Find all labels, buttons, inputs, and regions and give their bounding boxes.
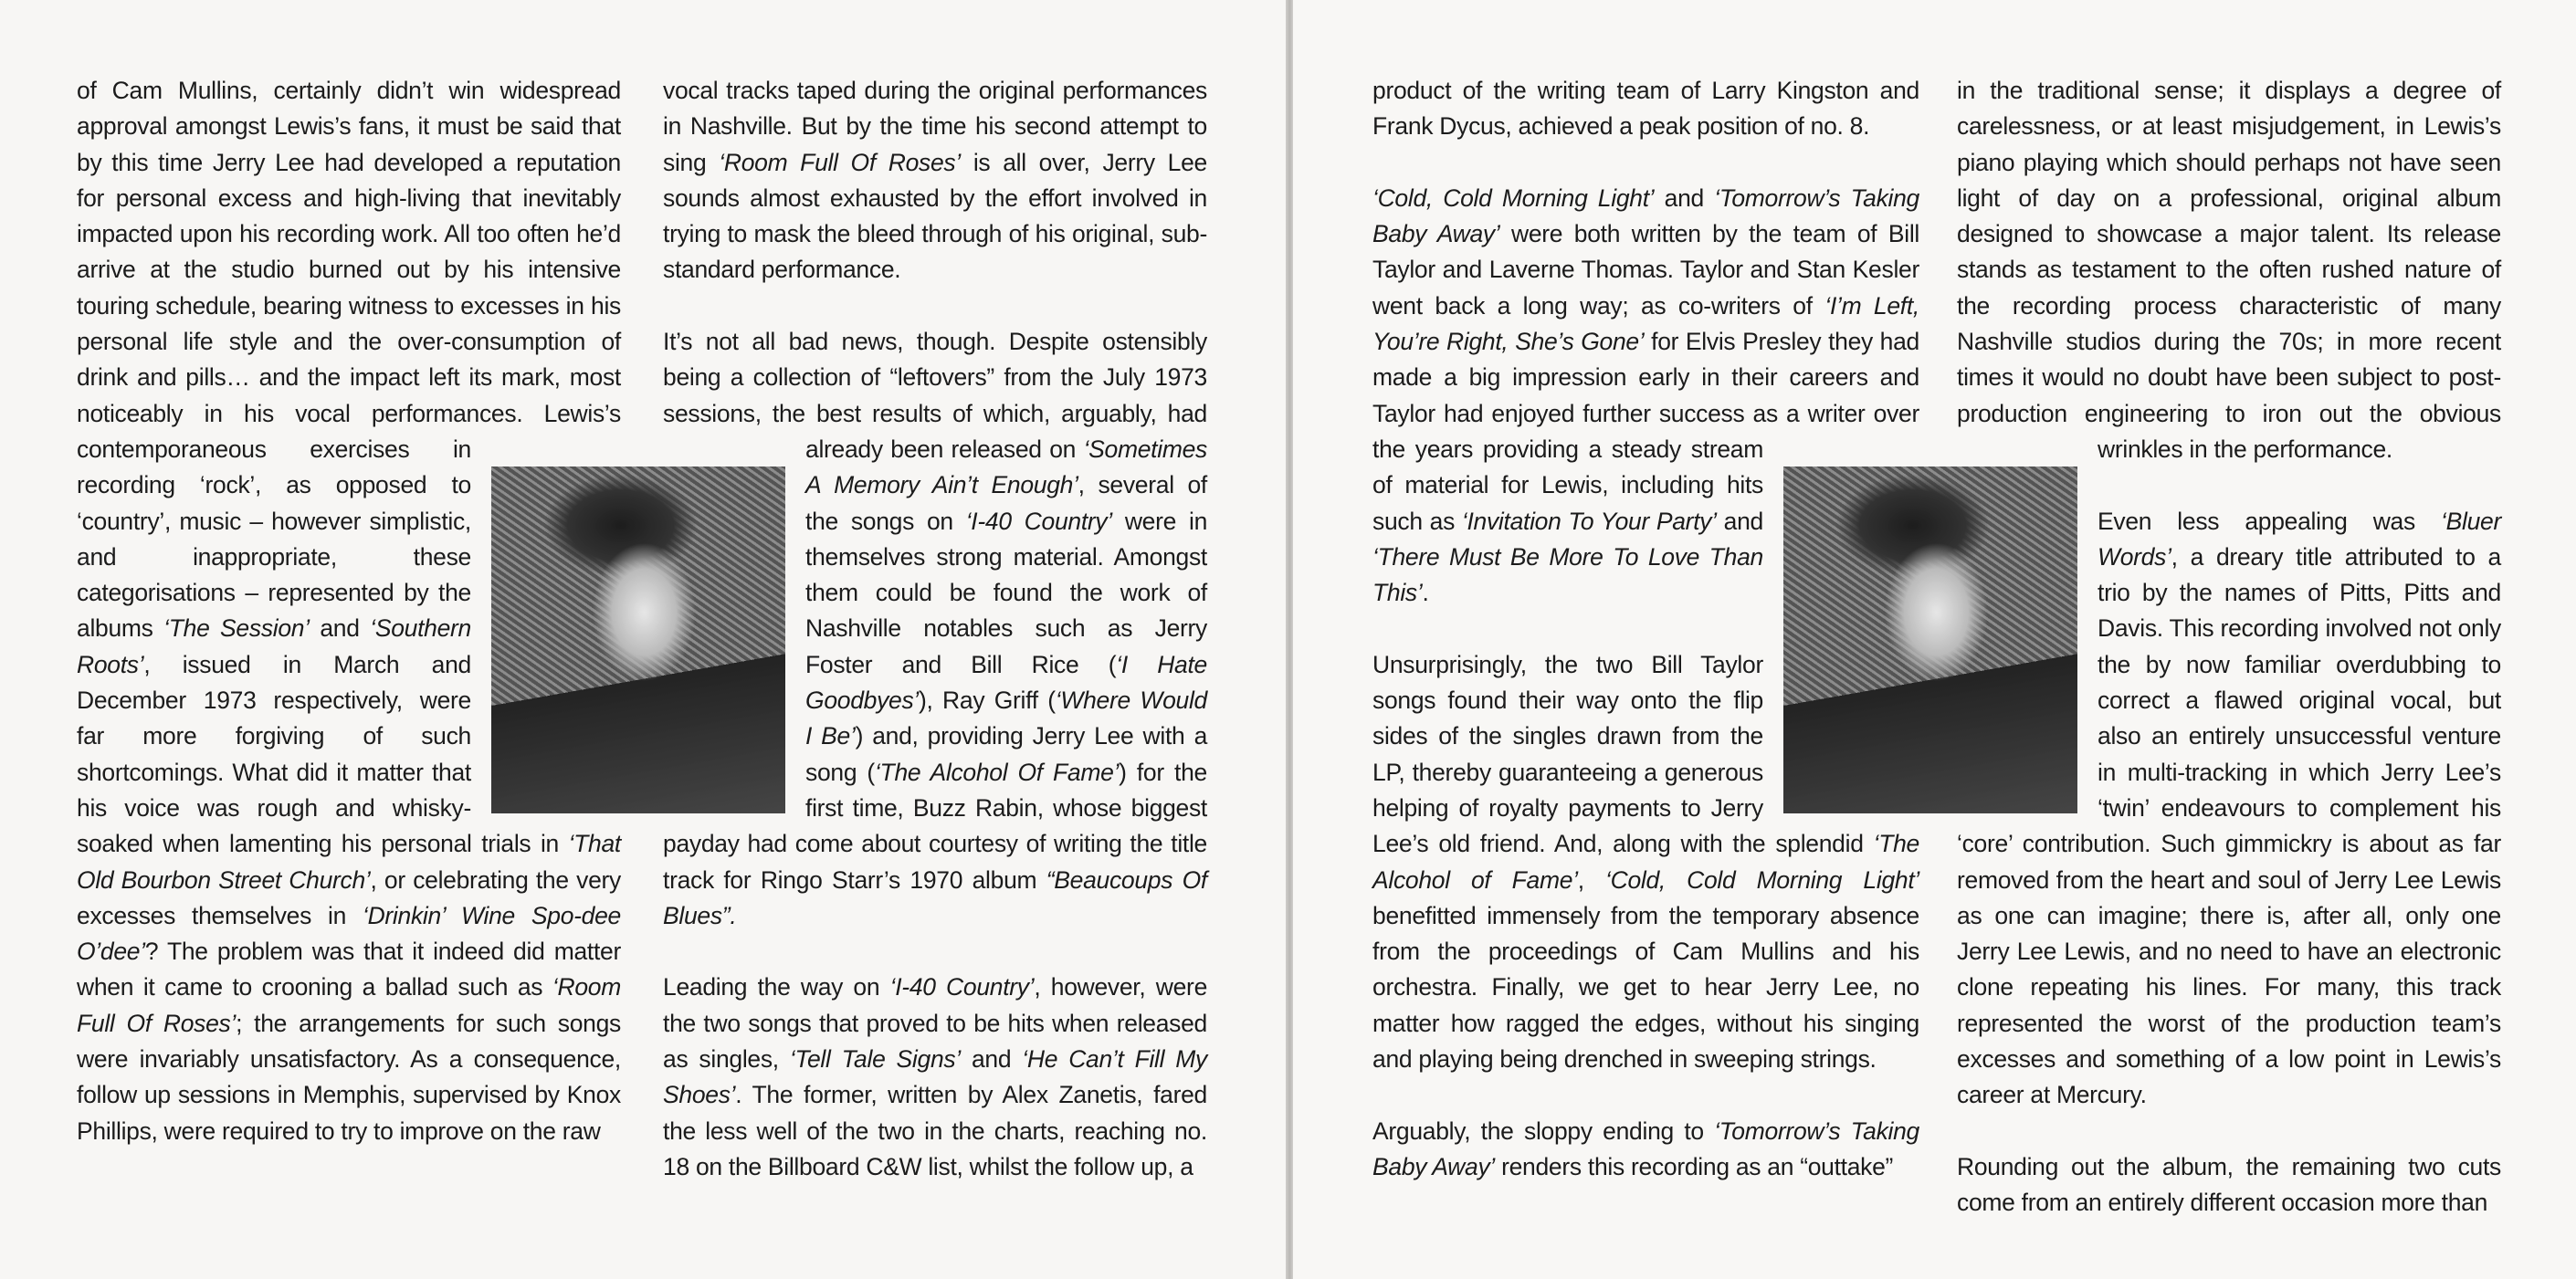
- paragraph: in the traditional sense; it displays a degree of carelessness, or at least misjudgement, in Lewis’s piano playing which should perhaps not have seen light of day on a professional, original album designed to showcase a major talent. Its release stands as testament to the often rushed nature of the recording process characteristic of many Nashville studios during the 70s; in more recent times it would no doubt have been subject to post-production engineering to iron out the obvious wrinkles in the performance.: [1957, 77, 2501, 463]
- paragraph: Arguably, the sloppy ending to ‘Tomorrow’s Taking Baby Away’ renders this recording as an “outtake”: [1372, 1117, 1919, 1180]
- paragraph: Unsurprisingly, the two Bill Taylor songs found their way onto the flip sides of the singles drawn from the LP, thereby guaranteeing a generous helping of royalty payments to Jerry Lee’s old friend. And, along with the splendid ‘The Alcohol of Fame’, ‘Cold, Cold Morning Light’ benefitted immensely from the temporary absence from the proceedings of Cam Mullins and his orchestra. Finally, we get to hear Jerry Lee, no matter how ragged the edges, without his singing and playing being drenched in sweeping strings.: [1372, 650, 1919, 1074]
- left-column-2: [663, 73, 1207, 1185]
- right-column-2: [1957, 73, 2501, 1221]
- paragraph: ‘Cold, Cold Morning Light’ and ‘Tomorrow’s Taking Baby Away’ were both written by the team of Bill Taylor and Laverne Thomas. Taylor and Stan Kesler went back a long way; as co-writers of ‘I’m Left, You’re Right, She’s Gone’ for Elvis Presley they had made a big impression early in their careers and Taylor had enjoyed further success as a writer over the years providing a steady stream of material for Lewis, including hits such as ‘Invitation To Your Party’ and ‘There Must Be More To Love Than This’.: [1372, 183, 1919, 607]
- paragraph: vocal tracks taped during the original performances in Nashville. But by the time his second attempt to sing ‘Room Full Of Roses’ is all over, Jerry Lee sounds almost exhausted by the effort involved in trying to mask the bleed through of his original, sub-standard performance.: [663, 77, 1207, 284]
- paragraph: Leading the way on ‘I-40 Country’, however, were the two songs that proved to be hits when released as singles, ‘Tell Tale Signs’ and ‘He Can’t Fill My Shoes’. The former, written by Alex Zanetis, fared the less well of the two in the charts, reaching no. 18 on the Billboard C&W list, whilst the follow up, a: [663, 973, 1208, 1180]
- right-page: [1293, 0, 2576, 1279]
- paragraph: It’s not all bad news, though. Despite ostensibly being a collection of “leftovers” from the July 1973 sessions, the best results of which, arguably, had already been released on ‘Sometimes A Memory Ain’t Enough’, several of the songs on ‘I-40 Country’ were in themselves strong material. Amongst them could be found the work of Nashville notables such as Jerry Foster and Bill Rice (‘I Hate Goodbyes’), Ray Griff (‘Where Would I Be’) and, providing Jerry Lee with a song (‘The Alcohol Of Fame’) for the first time, Buzz Rabin, whose biggest payday had come about courtesy of writing the title track for Ringo Starr’s 1970 album “Beaucoups Of Blues”.: [663, 328, 1208, 929]
- left-column-1: [77, 73, 621, 1149]
- paragraph: Rounding out the album, the remaining two cuts come from an entirely different occasion more than: [1957, 1152, 2501, 1217]
- paragraph: of Cam Mullins, certainly didn’t win widespread approval amongst Lewis’s fans, it must be said that by this time Jerry Lee had developed a reputation for personal excess and high-living that inevitably impacted upon his recording work. All too often he’d arrive at the studio burned out by his intensive touring schedule, bearing witness to excesses in his personal life style and the over-consumption of drink and pills… and the impact left its mark, most noticeably in his vocal performances. Lewis’s contemporaneous exercises in recording ‘rock’, as opposed to ‘country’, music – however simplistic, and inappropriate, these categorisations – represented by the albums ‘The Session’ and ‘Southern Roots’, issued in March and December 1973 respectively, were far more forgiving of such shortcomings. What did it matter that his voice was rough and whisky-soaked when lamenting his personal trials in ‘That Old Bourbon Street Church’, or celebrating the very excesses themselves in ‘Drinkin’ Wine Spo-dee O’dee’? The problem was that it indeed did matter when it came to crooning a ballad such as ‘Room Full Of Roses’; the arrangements for such songs were invariably unsatisfactory. As a consequence, follow up sessions in Memphis, supervised by Knox Phillips, were required to try to improve on the raw: [77, 77, 622, 1145]
- paragraph: Even less appealing was ‘Bluer Words’, a dreary title attributed to a trio by the names of Pitts, Pitts and Davis. This recording involved not only the by now familiar overdubbing to correct a flawed original vocal, but also an entirely unsuccessful venture in multi-tracking in which Jerry Lee’s ‘twin’ endeavours to complement his ‘core’ contribution. Such gimmickry is about as far removed from the heart and soul of Jerry Lee Lewis as one can imagine; there is, after all, only one Jerry Lee Lewis, and no need to have an electronic clone repeating his lines. For many, this track represented the worst of the production team’s excesses and something of a low point in Lewis’s career at Mercury.: [1957, 507, 2501, 1109]
- paragraph: product of the writing team of Larry Kingston and Frank Dycus, achieved a peak position of no. 8.: [1372, 77, 1919, 141]
- right-column-1: [1372, 73, 1919, 1185]
